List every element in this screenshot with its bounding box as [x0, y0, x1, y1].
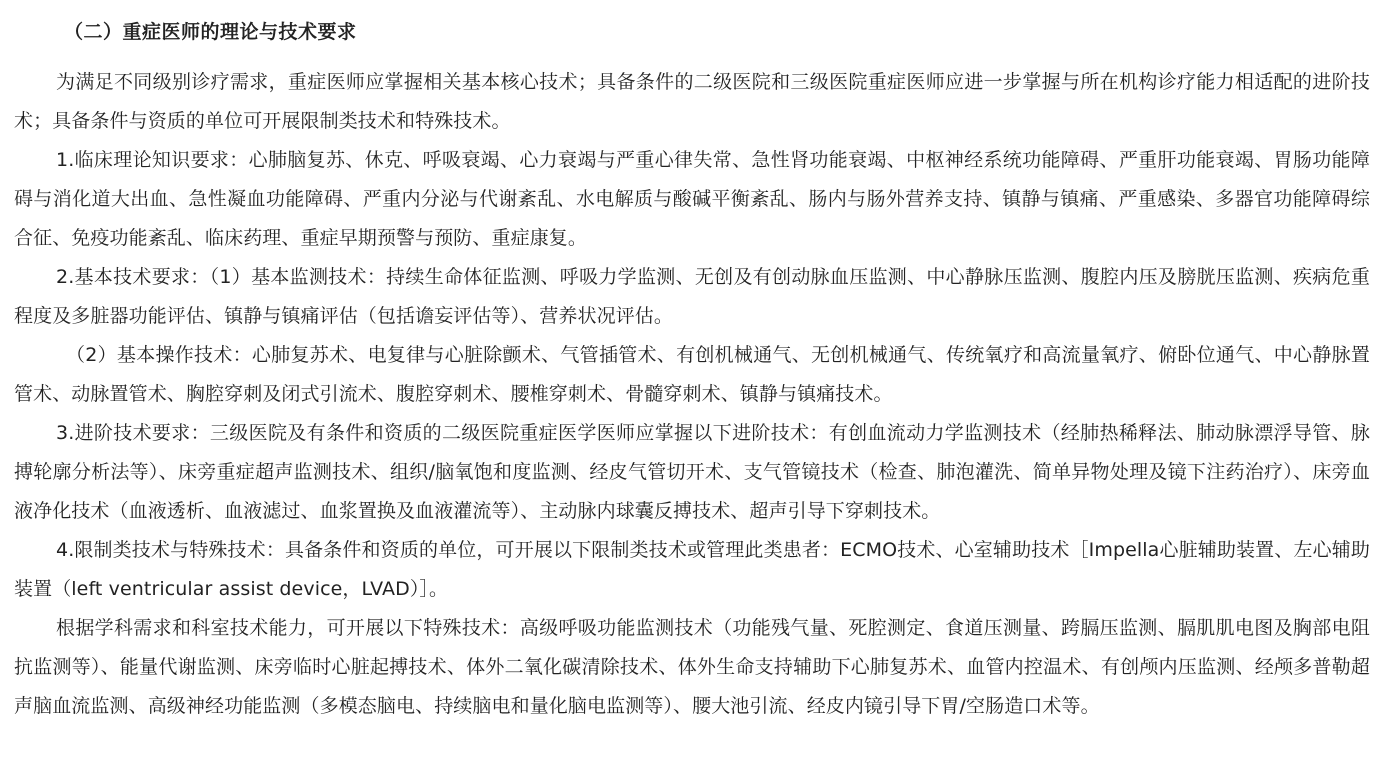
advanced-technique-paragraph: 3.进阶技术要求：三级医院及有条件和资质的二级医院重症医学医师应掌握以下进阶技术：有创血流动力学监测技术（经肺热稀释法、肺动脉漂浮导管、脉搏轮廓分析法等）、床旁重症超声监测技术、组织/脑氧饱和度监测、经皮气管切开术、支气管镜技术（检查、肺泡灌洗、简单异物处理及镜下注药治疗）、床旁血液净化技术（血液透析、血液滤过、血浆置换及血液灌流等）、主动脉内球囊反搏技术、超声引导下穿刺技术。 — [14, 422, 1370, 522]
basic-operation-paragraph: （2）基本操作技术：心肺复苏术、电复律与心脏除颤术、气管插管术、有创机械通气、无创机械通气、传统氧疗和高流量氧疗、俯卧位通气、中心静脉置管术、动脉置管术、胸腔穿刺及闭式引流术、腹腔穿刺术、腰椎穿刺术、骨髓穿刺术、镇静与镇痛技术。 — [14, 344, 1370, 405]
clinical-theory-paragraph: 1.临床理论知识要求：心肺脑复苏、休克、呼吸衰竭、心力衰竭与严重心律失常、急性肾功能衰竭、中枢神经系统功能障碍、严重肝功能衰竭、胃肠功能障碍与消化道大出血、急性凝血功能障碍、严重内分泌与代谢紊乱、水电解质与酸碱平衡紊乱、肠内与肠外营养支持、镇静与镇痛、严重感染、多器官功能障碍综合征、免疫功能紊乱、临床药理、重症早期预警与预防、重症康复。 — [14, 149, 1370, 249]
special-technique-paragraph: 根据学科需求和科室技术能力，可开展以下特殊技术：高级呼吸功能监测技术（功能残气量、死腔测定、食道压测量、跨膈压监测、膈肌肌电图及胸部电阻抗监测等）、能量代谢监测、床旁临时心脏起搏技术、体外二氧化碳清除技术、体外生命支持辅助下心肺复苏术、血管内控温术、有创颅内压监测、经颅多普勒超声脑血流监测、高级神经功能监测（多模态脑电、持续脑电和量化脑电监测等）、腰大池引流、经皮内镜引导下胃/空肠造口术等。 — [14, 617, 1370, 717]
section-heading: （二）重症医师的理论与技术要求 — [64, 21, 357, 43]
intro-paragraph: 为满足不同级别诊疗需求，重症医师应掌握相关基本核心技术；具备条件的二级医院和三级医院重症医师应进一步掌握与所在机构诊疗能力相适配的进阶技术；具备条件与资质的单位可开展限制类技术和特殊技术。 — [14, 71, 1370, 132]
basic-monitoring-paragraph: 2.基本技术要求：（1）基本监测技术：持续生命体征监测、呼吸力学监测、无创及有创动脉血压监测、中心静脉压监测、腹腔内压及膀胱压监测、疾病危重程度及多脏器功能评估、镇静与镇痛评估（包括谵妄评估等）、营养状况评估。 — [14, 266, 1370, 327]
restricted-technique-paragraph: 4.限制类技术与特殊技术：具备条件和资质的单位，可开展以下限制类技术或管理此类患者：ECMO技术、心室辅助技术［Impella心脏辅助装置、左心辅助装置（left ventricular assist device，LVAD）］。 — [14, 539, 1370, 600]
